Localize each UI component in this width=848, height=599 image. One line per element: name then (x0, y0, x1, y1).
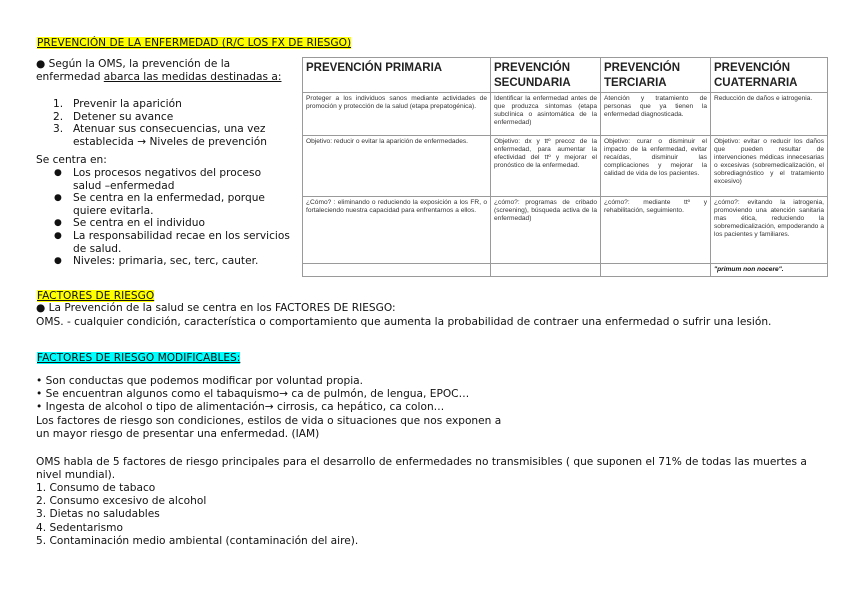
list-item (37, 111, 287, 124)
text-line: • Se encuentran algunos como el tabaquismo→ ca de pulmón, de lengua, EPOC… (36, 388, 470, 401)
bullet-icon: ● (54, 193, 62, 204)
intro-text: Según la OMS, la prevención de la enfermedad (36, 58, 231, 83)
modificables-title-text: FACTORES DE RIESGO MODIFICABLES: (37, 352, 241, 364)
bullet-icon: ● (54, 218, 62, 229)
list-item-text: La responsabilidad recae en los servicios de salud. (73, 229, 290, 255)
intro-paragraph (36, 58, 286, 83)
list-item: 4. Sedentarismo (36, 521, 123, 534)
list-number: 2. (53, 110, 64, 123)
bullet-glyph: ● (36, 58, 46, 70)
list-item-text: Se centra en el individuo (73, 217, 205, 230)
bullet-icon: ● (54, 168, 62, 178)
oms-risk-factors-list (36, 482, 358, 548)
list-item: 1. Consumo de tabaco (36, 482, 156, 494)
table-cell: Objetivo: evitar o reducir los daños que pueden resultar de intervenciones médicas innecesarias o excesivas (sobremedicalización, el sobrediagnóstico y el tratamiento excesivo) (711, 136, 828, 197)
text-line: • Son conductas que podemos modificar por voluntad propia. (36, 375, 364, 387)
table-row (303, 136, 828, 197)
table-cell: Objetivo: dx y ttº precoz de la enfermedad, para aumentar la efectividad del ttº y mejorar el pronóstico de la enfermedad. (491, 136, 601, 197)
list-item-text: Niveles: primaria, sec, terc, cauter. (73, 255, 259, 268)
centra-label: Se centra en: (36, 154, 107, 166)
list-item (37, 123, 287, 148)
list-item: 2. Consumo excesivo de alcohol (36, 495, 207, 508)
table-cell: Objetivo: curar o disminuir el impacto de la enfermedad, evitar recaídas, disminuir las complicaciones y mejorar la calidad de vida de los pacientes. (601, 136, 711, 197)
header-terciaria: PREVENCIÓN TERCIARIA (601, 58, 711, 93)
table-row (303, 264, 828, 277)
table-cell (491, 264, 601, 277)
table-cell: Objetivo: reducir o evitar la aparición de enfermedades. (303, 136, 491, 197)
table-row (303, 197, 828, 264)
list-number: 3. (53, 123, 64, 136)
table-cell (303, 264, 491, 277)
factores-title-text: FACTORES DE RIESGO (37, 290, 155, 302)
text-line: Los factores de riesgo son condiciones, estilos de vida o situaciones que nos exponen a (36, 414, 502, 427)
list-item (37, 217, 292, 230)
list-item-text: Los procesos negativos del proceso salud –enfermedad (73, 167, 262, 192)
list-item (37, 230, 292, 255)
list-item (37, 98, 287, 111)
text-line: un mayor riesgo de presentar una enfermedad. (IAM) (36, 427, 320, 440)
list-item-text: Atenuar sus consecuencias, una vez establecida → Niveles de prevención (73, 123, 267, 148)
header-secundaria: PREVENCIÓN SECUNDARIA (491, 58, 601, 93)
table-cell: ¿cómo?: programas de cribado (screening), búsqueda activa de la enfermedad) (491, 197, 601, 264)
text-line: • Ingesta de alcohol o tipo de alimentación→ cirrosis, ca hepático, ca colon… (36, 401, 445, 414)
table-cell: ¿Cómo? : eliminando o reduciendo la exposición a los FR, o fortaleciendo nuestra capacidad para enfrentarnos a ellos. (303, 197, 491, 264)
intro-underlined: abarca las medidas destinadas a: (103, 70, 282, 83)
objectives-list (37, 98, 287, 148)
table-cell: Identificar la enfermedad antes de que produzca síntomas (etapa subclínica o asintomática de la enfermedad) (491, 93, 601, 136)
factores-line-2: OMS. - cualquier condición, característica o comportamiento que aumenta la probabilidad de contraer una enfermedad o sufrir una lesión. (36, 316, 772, 328)
table-row (303, 93, 828, 136)
table-cell-motto: "primum non nocere". (711, 264, 828, 277)
prevention-levels-table (302, 57, 828, 277)
centra-list (37, 167, 292, 268)
list-item-text: Prevenir la aparición (73, 98, 182, 110)
list-item-text: Detener su avance (73, 110, 174, 123)
list-item: 3. Dietas no saludables (36, 508, 160, 521)
list-item (37, 167, 292, 192)
table-cell: Atención y tratamiento de personas que ya tienen la enfermedad diagnosticada. (601, 93, 711, 136)
modificables-title (37, 352, 240, 365)
bullet-icon: ● (54, 256, 62, 267)
factores-line-1: ● La Prevención de la salud se centra en los FACTORES DE RIESGO: (36, 302, 396, 314)
header-primaria: PREVENCIÓN PRIMARIA (303, 58, 491, 93)
header-cuaternaria: PREVENCIÓN CUATERNARIA (711, 58, 828, 93)
list-item-text: Se centra en la enfermedad, porque quiere evitarla. (73, 192, 265, 217)
bullet-icon: ● (54, 230, 62, 241)
table-cell (601, 264, 711, 277)
table-cell: Proteger a los individuos sanos mediante actividades de promoción y protección de la salud (etapa prepatogénica). (303, 93, 491, 136)
table-cell: ¿cómo?: evitando la iatrogenia, promoviendo una atención sanitaria mas ética, reduciendo la sobremedicalización, empoderando a los pacientes y familiares. (711, 197, 828, 264)
section-title-text: PREVENCIÓN DE LA ENFERMEDAD (R/C LOS FX DE RIESGO) (37, 37, 352, 49)
section-title-prevencion (37, 37, 351, 50)
oms-paragraph: OMS habla de 5 factores de riesgo principales para el desarrollo de enfermedades no transmisibles ( que suponen el 71% de todas las muertes a nivel mundial). (36, 456, 807, 482)
list-item (37, 192, 292, 217)
list-number: 1. (53, 98, 64, 110)
list-item: 5. Contaminación medio ambiental (contaminación del aire). (36, 534, 359, 547)
table-header-row (303, 58, 828, 93)
list-item (37, 255, 292, 268)
table-cell: Reducción de daños e iatrogenia. (711, 93, 828, 136)
table-cell: ¿cómo?: mediante ttº y rehabilitación, seguimiento. (601, 197, 711, 264)
modificables-block (36, 375, 501, 441)
